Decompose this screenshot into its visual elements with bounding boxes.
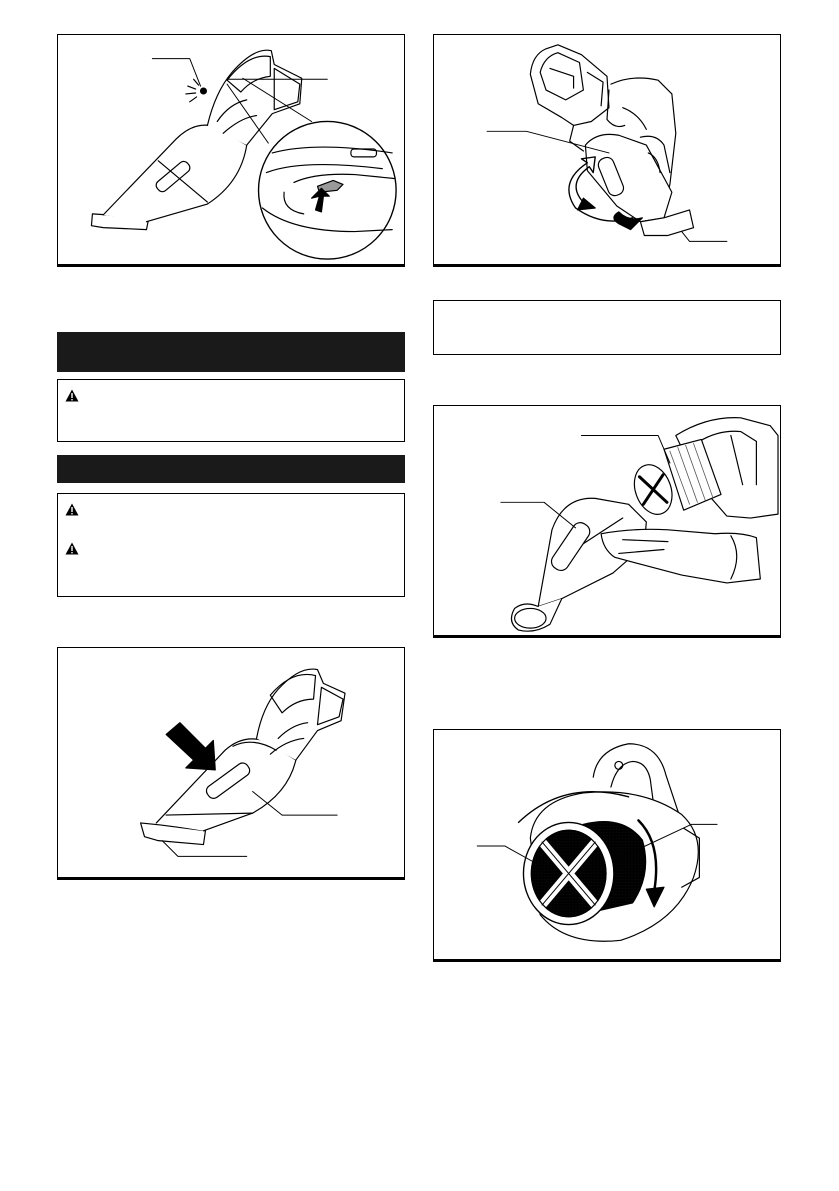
vacuum-capsule-install-illustration	[58, 648, 404, 877]
vacuum-indicator-lamp-illustration	[58, 35, 404, 264]
figure-indicator-lamp	[57, 34, 405, 267]
warning-triangle-icon	[65, 542, 79, 555]
warning-triangle-icon	[65, 389, 79, 402]
vacuum-capsule-removal-illustration	[434, 35, 780, 264]
vacuum-filter-removal-illustration	[434, 406, 780, 635]
warning-box	[57, 379, 405, 442]
figure-capsule-install	[57, 647, 405, 880]
note-box	[433, 300, 781, 355]
figure-capsule-removal	[433, 34, 781, 267]
subsection-heading-bar	[57, 455, 405, 483]
vacuum-filter-rotation-illustration	[434, 730, 780, 959]
section-heading-bar	[57, 332, 405, 372]
figure-filter-removal	[433, 405, 781, 638]
warning-triangle-icon	[65, 503, 79, 516]
figure-filter-rotation	[433, 729, 781, 962]
warning-box	[57, 493, 405, 597]
